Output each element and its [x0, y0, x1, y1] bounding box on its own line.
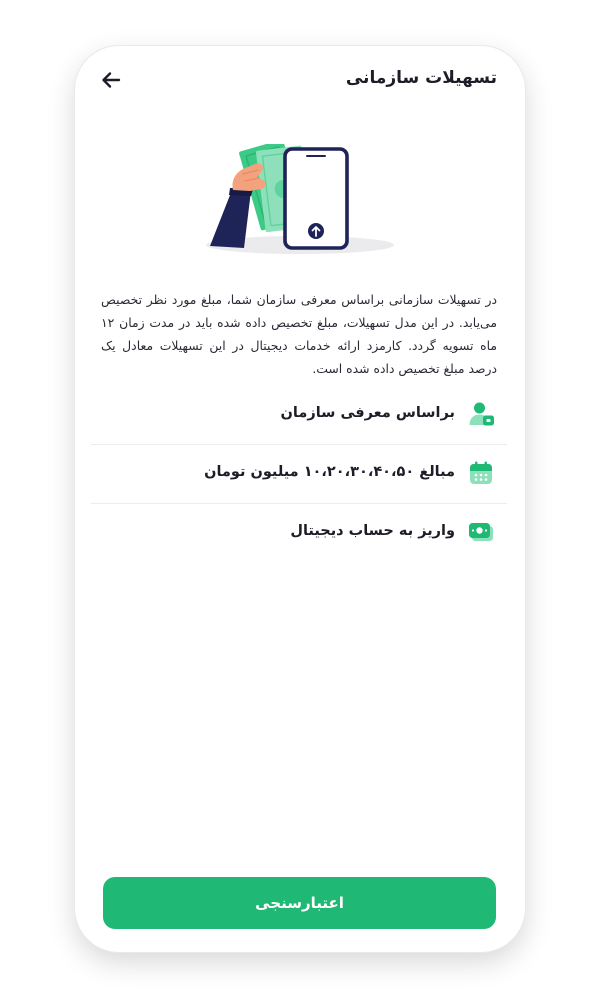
- back-button[interactable]: [99, 68, 123, 92]
- banknote-icon: [467, 518, 495, 546]
- phone-frame: [75, 46, 525, 952]
- calendar-icon: [467, 459, 495, 487]
- page-title: تسهیلات سازمانی: [345, 68, 497, 88]
- feature-label: مبالغ ۱۰،۲۰،۳۰،۴۰،۵۰ میلیون تومان: [204, 464, 455, 480]
- arrow-left-icon: [100, 69, 122, 91]
- user-badge-icon: [467, 400, 495, 428]
- feature-item-deposit: [91, 504, 507, 562]
- feature-list: [91, 386, 507, 562]
- top-bar: [75, 66, 525, 96]
- feature-label: واریز به حساب دیجیتال: [290, 523, 455, 539]
- feature-item-organization: [91, 386, 507, 445]
- description-text: در تسهیلات سازمانی براساس معرفی سازمان شما، مبلغ مورد نظر تخصیص می‌یابد. در این مدل تسهیلات، مبلغ تخصیص داده شده باید در مدت زمان ۱۲ ماه تسویه گردد. کارمزد ارائه خدمات دیجیتال در این تسهیلات معادل یک درصد مبلغ تخصیص داده شده است.: [101, 292, 497, 376]
- credit-check-button[interactable]: اعتبارسنجی: [103, 877, 496, 929]
- feature-item-amounts: [91, 445, 507, 504]
- feature-label: براساس معرفی سازمان: [280, 405, 455, 421]
- hand-phone-money-illustration: [205, 144, 395, 256]
